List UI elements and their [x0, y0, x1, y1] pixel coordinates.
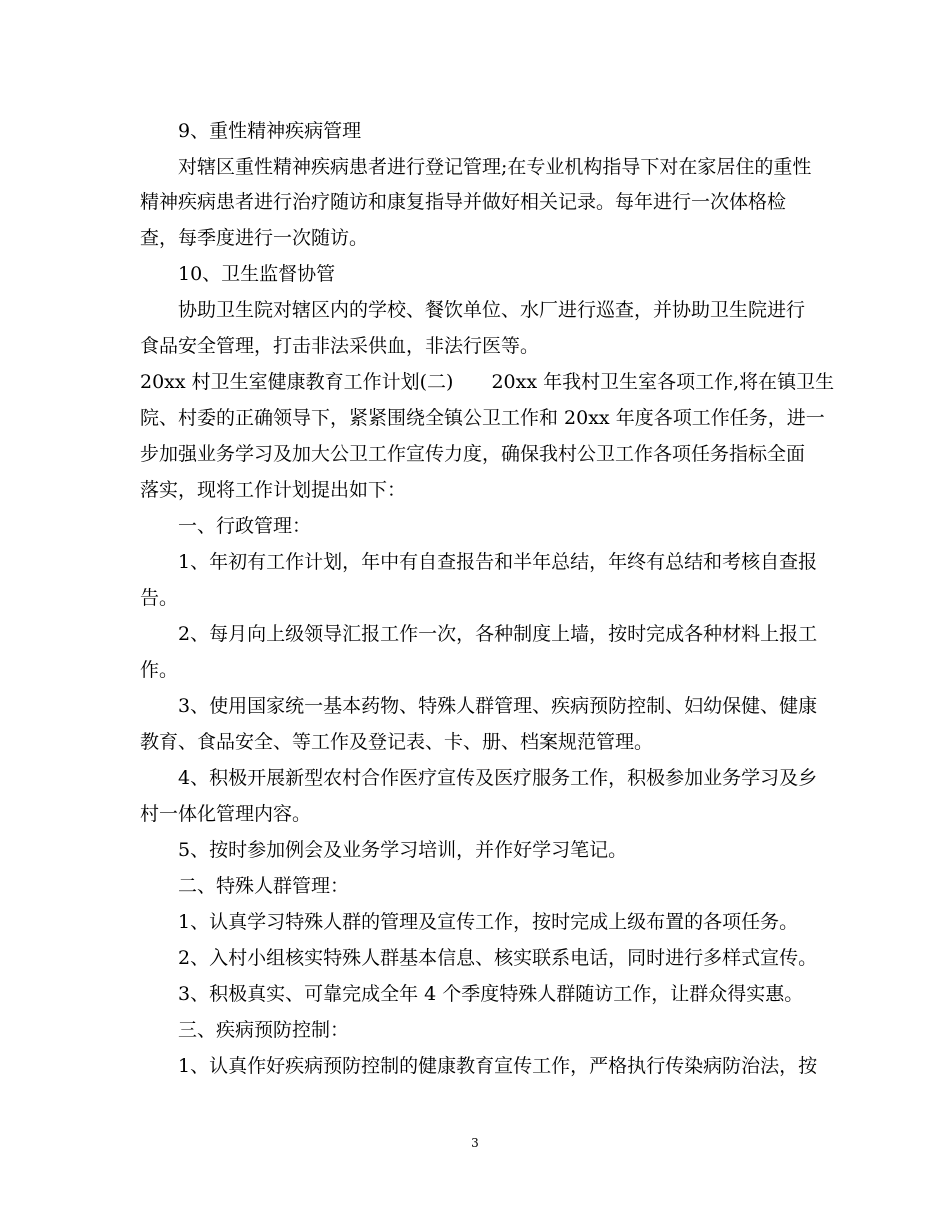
text-line: 院、村委的正确领导下，紧紧围绕全镇公卫工作和 20xx 年度各项工作任务，进一	[140, 407, 825, 429]
section-heading: 二、特殊人群管理：	[178, 875, 350, 897]
text-line: 5、按时参加例会及业务学习培训，并作好学习笔记。	[178, 839, 628, 861]
text-line: 9、重性精神疾病管理	[178, 120, 362, 142]
text-line: 步加强业务学习及加大公卫工作宣传力度，确保我村公卫工作各项任务指标全面	[140, 443, 806, 465]
text-line: 3、积极真实、可靠完成全年 4 个季度特殊人群随访工作，让群众得实惠。	[178, 983, 804, 1005]
text-line: 3、使用国家统一基本药物、特殊人群管理、疾病预防控制、妇幼保健、健康	[178, 695, 818, 717]
page-number: 3	[471, 1136, 479, 1150]
text-line: 查，每季度进行一次随访。	[140, 227, 369, 249]
text-line: 4、积极开展新型农村合作医疗宣传及医疗服务工作，积极参加业务学习及乡	[178, 767, 818, 789]
text-line: 1、认真作好疾病预防控制的健康教育宣传工作，严格执行传染病防治法，按	[178, 1055, 818, 1077]
text-line: 对辖区重性精神疾病患者进行登记管理;在专业机构指导下对在家居住的重性	[178, 156, 812, 178]
text-line: 食品安全管理，打击非法采供血，非法行医等。	[140, 335, 540, 357]
text-line: 2、入村小组核实特殊人群基本信息、核实联系电话，同时进行多样式宣传。	[178, 947, 818, 969]
text-line: 2、每月向上级领导汇报工作一次，各种制度上墙，按时完成各种材料上报工	[178, 623, 818, 645]
section-heading: 一、行政管理：	[178, 515, 312, 537]
text-line: 村一体化管理内容。	[140, 803, 312, 825]
text-line: 精神疾病患者进行治疗随访和康复指导并做好相关记录。每年进行一次体格检	[140, 191, 787, 213]
text-line: 20xx 村卫生室健康教育工作计划(二) 20xx 年我村卫生室各项工作,将在镇卫生	[140, 371, 835, 393]
text-line: 1、认真学习特殊人群的管理及宣传工作，按时完成上级布置的各项任务。	[178, 911, 799, 933]
section-heading: 三、疾病预防控制：	[178, 1019, 350, 1041]
text-line: 协助卫生院对辖区内的学校、餐饮单位、水厂进行巡查，并协助卫生院进行	[178, 299, 806, 321]
text-line: 教育、食品安全、等工作及登记表、卡、册、档案规范管理。	[140, 731, 654, 753]
text-line: 落实，现将工作计划提出如下：	[140, 479, 407, 501]
text-line: 告。	[140, 587, 179, 609]
text-line: 1、年初有工作计划，年中有自查报告和半年总结，年终有总结和考核自查报	[178, 551, 818, 573]
text-line: 作。	[140, 659, 179, 681]
text-line: 10、卫生监督协管	[178, 263, 336, 285]
